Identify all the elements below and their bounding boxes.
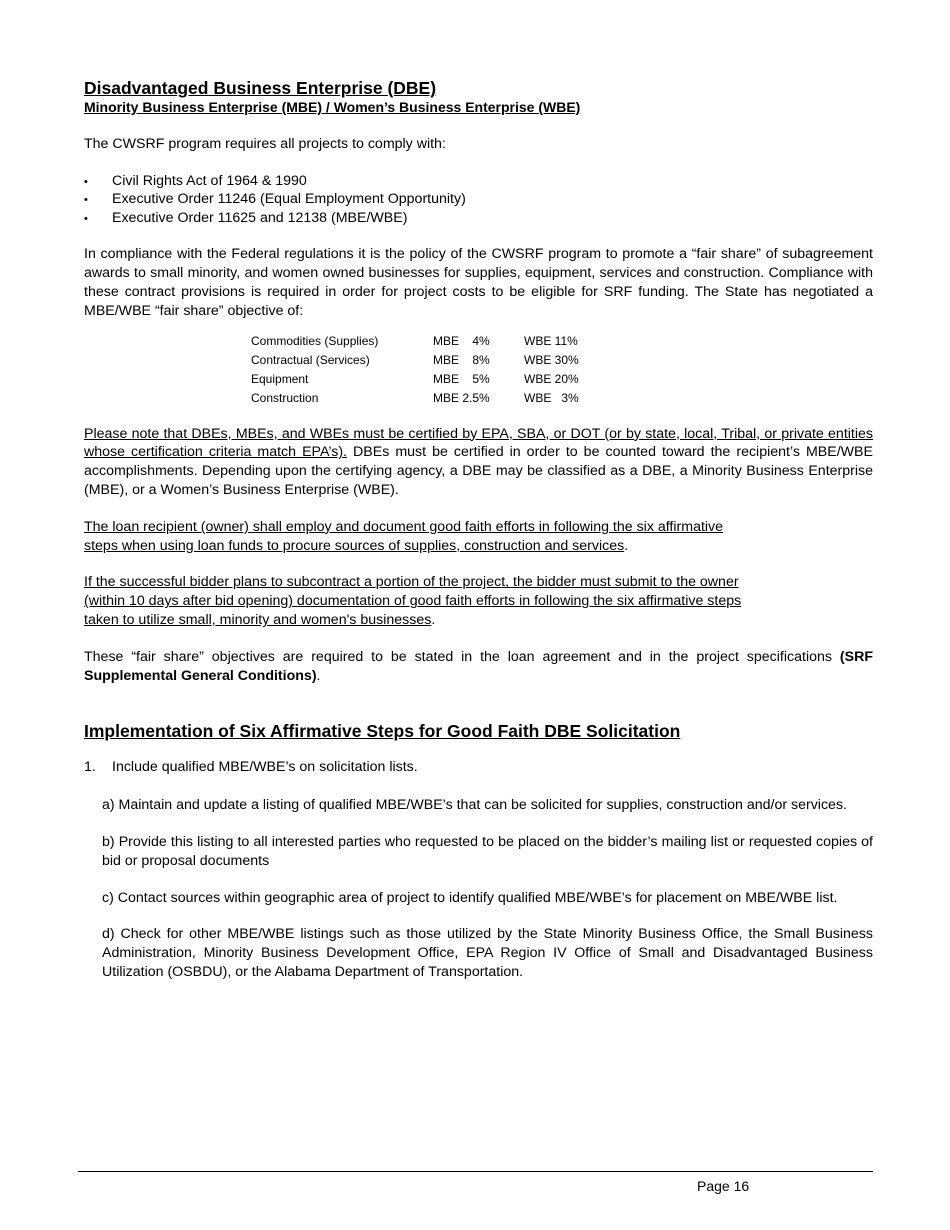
table-row	[251, 351, 604, 370]
certification-paragraph	[84, 425, 873, 500]
substep-b: b) Provide this listing to all interested parties who requested to be placed on the bidder’s mailing list or requested copies of bid or proposal documents	[102, 834, 873, 869]
substep-c: c) Contact sources within geographic area of project to identify qualified MBE/WBE’s for placement on MBE/WBE list.	[102, 889, 838, 906]
mbe-cell: MBE 2.5%	[433, 390, 490, 405]
list-item: • Civil Rights Act of 1964 & 1990	[84, 172, 873, 191]
table-row	[251, 389, 604, 408]
intro-text: The CWSRF program requires all projects to comply with:	[84, 136, 446, 152]
wbe-cell: WBE 3%	[524, 390, 579, 405]
subcontract-line-1: If the successful bidder plans to subcontract a portion of the project, the bidder must submit to the owner	[84, 574, 739, 591]
loan-recipient-line-1: The loan recipient (owner) shall employ and document good faith efforts in following the six affirmative	[84, 518, 724, 535]
objectives-paragraph	[84, 648, 873, 686]
mbe-cell: MBE 4%	[433, 334, 490, 349]
subcontract-line-3: taken to utilize small, minority and women's businesses	[84, 612, 432, 629]
table-row	[251, 332, 604, 351]
table-row	[251, 370, 604, 389]
policy-paragraph: In compliance with the Federal regulations it is the policy of the CWSRF program to promote a “fair share” of subagreement awards to small minority, and women owned businesses for supplies, equipment, services and construction. Compliance with these contract provisions is required in order for project costs to be eligible for SRF funding. The State has negotiated a MBE/WBE “fair share” objective of:	[84, 246, 873, 319]
wbe-cell: WBE 20%	[524, 372, 579, 387]
category-cell: Construction	[251, 390, 319, 405]
objectives-text: These “fair share” objectives are required to be stated in the loan agreement and in the project specifications	[84, 648, 840, 665]
period: .	[624, 537, 629, 554]
step-text: Include qualified MBE/WBE’s on solicitation lists.	[112, 759, 418, 776]
category-cell: Contractual (Services)	[251, 353, 370, 368]
section-subtitle: Minority Business Enterprise (MBE) / Women’s Business Enterprise (WBE)	[84, 99, 581, 115]
list-item: • Executive Order 11246 (Equal Employment Opportunity)	[84, 190, 873, 209]
certification-underlined: Please note that DBEs, MBEs, and WBEs must be certified by EPA, SBA, or DOT (or by state, local, Tribal, or private entities whose certification criteria match EPA’s).	[84, 425, 873, 461]
step-1	[84, 758, 873, 777]
step-number: 1.	[84, 759, 96, 776]
subcontract-line-2: (within 10 days after bid opening) documentation of good faith efforts in following the six affirmative steps	[84, 593, 742, 610]
certification-rest: DBEs must be certified in order to be counted toward the recipient’s MBE/WBE accomplishments. Depending upon the certifying agency, a DBE may be classified as a DBE, a Minority Business Enterprise (MBE), or a Women’s Business Enterprise (WBE).	[84, 444, 873, 499]
loan-recipient-paragraph	[84, 518, 873, 556]
page-number: Page 16	[697, 1178, 750, 1194]
list-item: • Executive Order 11625 and 12138 (MBE/WBE)	[84, 209, 873, 228]
subcontract-paragraph	[84, 573, 873, 629]
objectives-bold: (SRF Supplemental General Conditions)	[84, 648, 873, 684]
mbe-cell: MBE 5%	[433, 372, 490, 387]
wbe-cell: WBE 11%	[524, 334, 578, 349]
category-cell: Equipment	[251, 372, 309, 387]
period: .	[316, 667, 321, 684]
fair-share-table	[251, 332, 604, 407]
footer-divider	[78, 1171, 873, 1172]
period: .	[431, 612, 436, 629]
substep-d: d) Check for other MBE/WBE listings such as those utilized by the State Minority Business Office, the Small Business Administration, Minority Business Development Office, EPA Region IV Office of Small and Disadvantaged Business Utilization (OSBDU), or the Alabama Department of Transportation.	[102, 926, 873, 981]
category-cell: Commodities (Supplies)	[251, 334, 379, 349]
mbe-cell: MBE 8%	[433, 353, 490, 368]
section-title: Disadvantaged Business Enterprise (DBE)	[84, 78, 437, 98]
document-page	[84, 78, 873, 982]
implementation-title: Implementation of Six Affirmative Steps for Good Faith DBE Solicitation	[84, 721, 681, 742]
compliance-list	[84, 172, 873, 228]
substeps	[102, 796, 873, 982]
substep-a: a) Maintain and update a listing of qualified MBE/WBE’s that can be solicited for supplies, construction and/or services.	[102, 797, 847, 814]
loan-recipient-line-2: steps when using loan funds to procure sources of supplies, construction and services	[84, 537, 625, 554]
wbe-cell: WBE 30%	[524, 353, 579, 368]
